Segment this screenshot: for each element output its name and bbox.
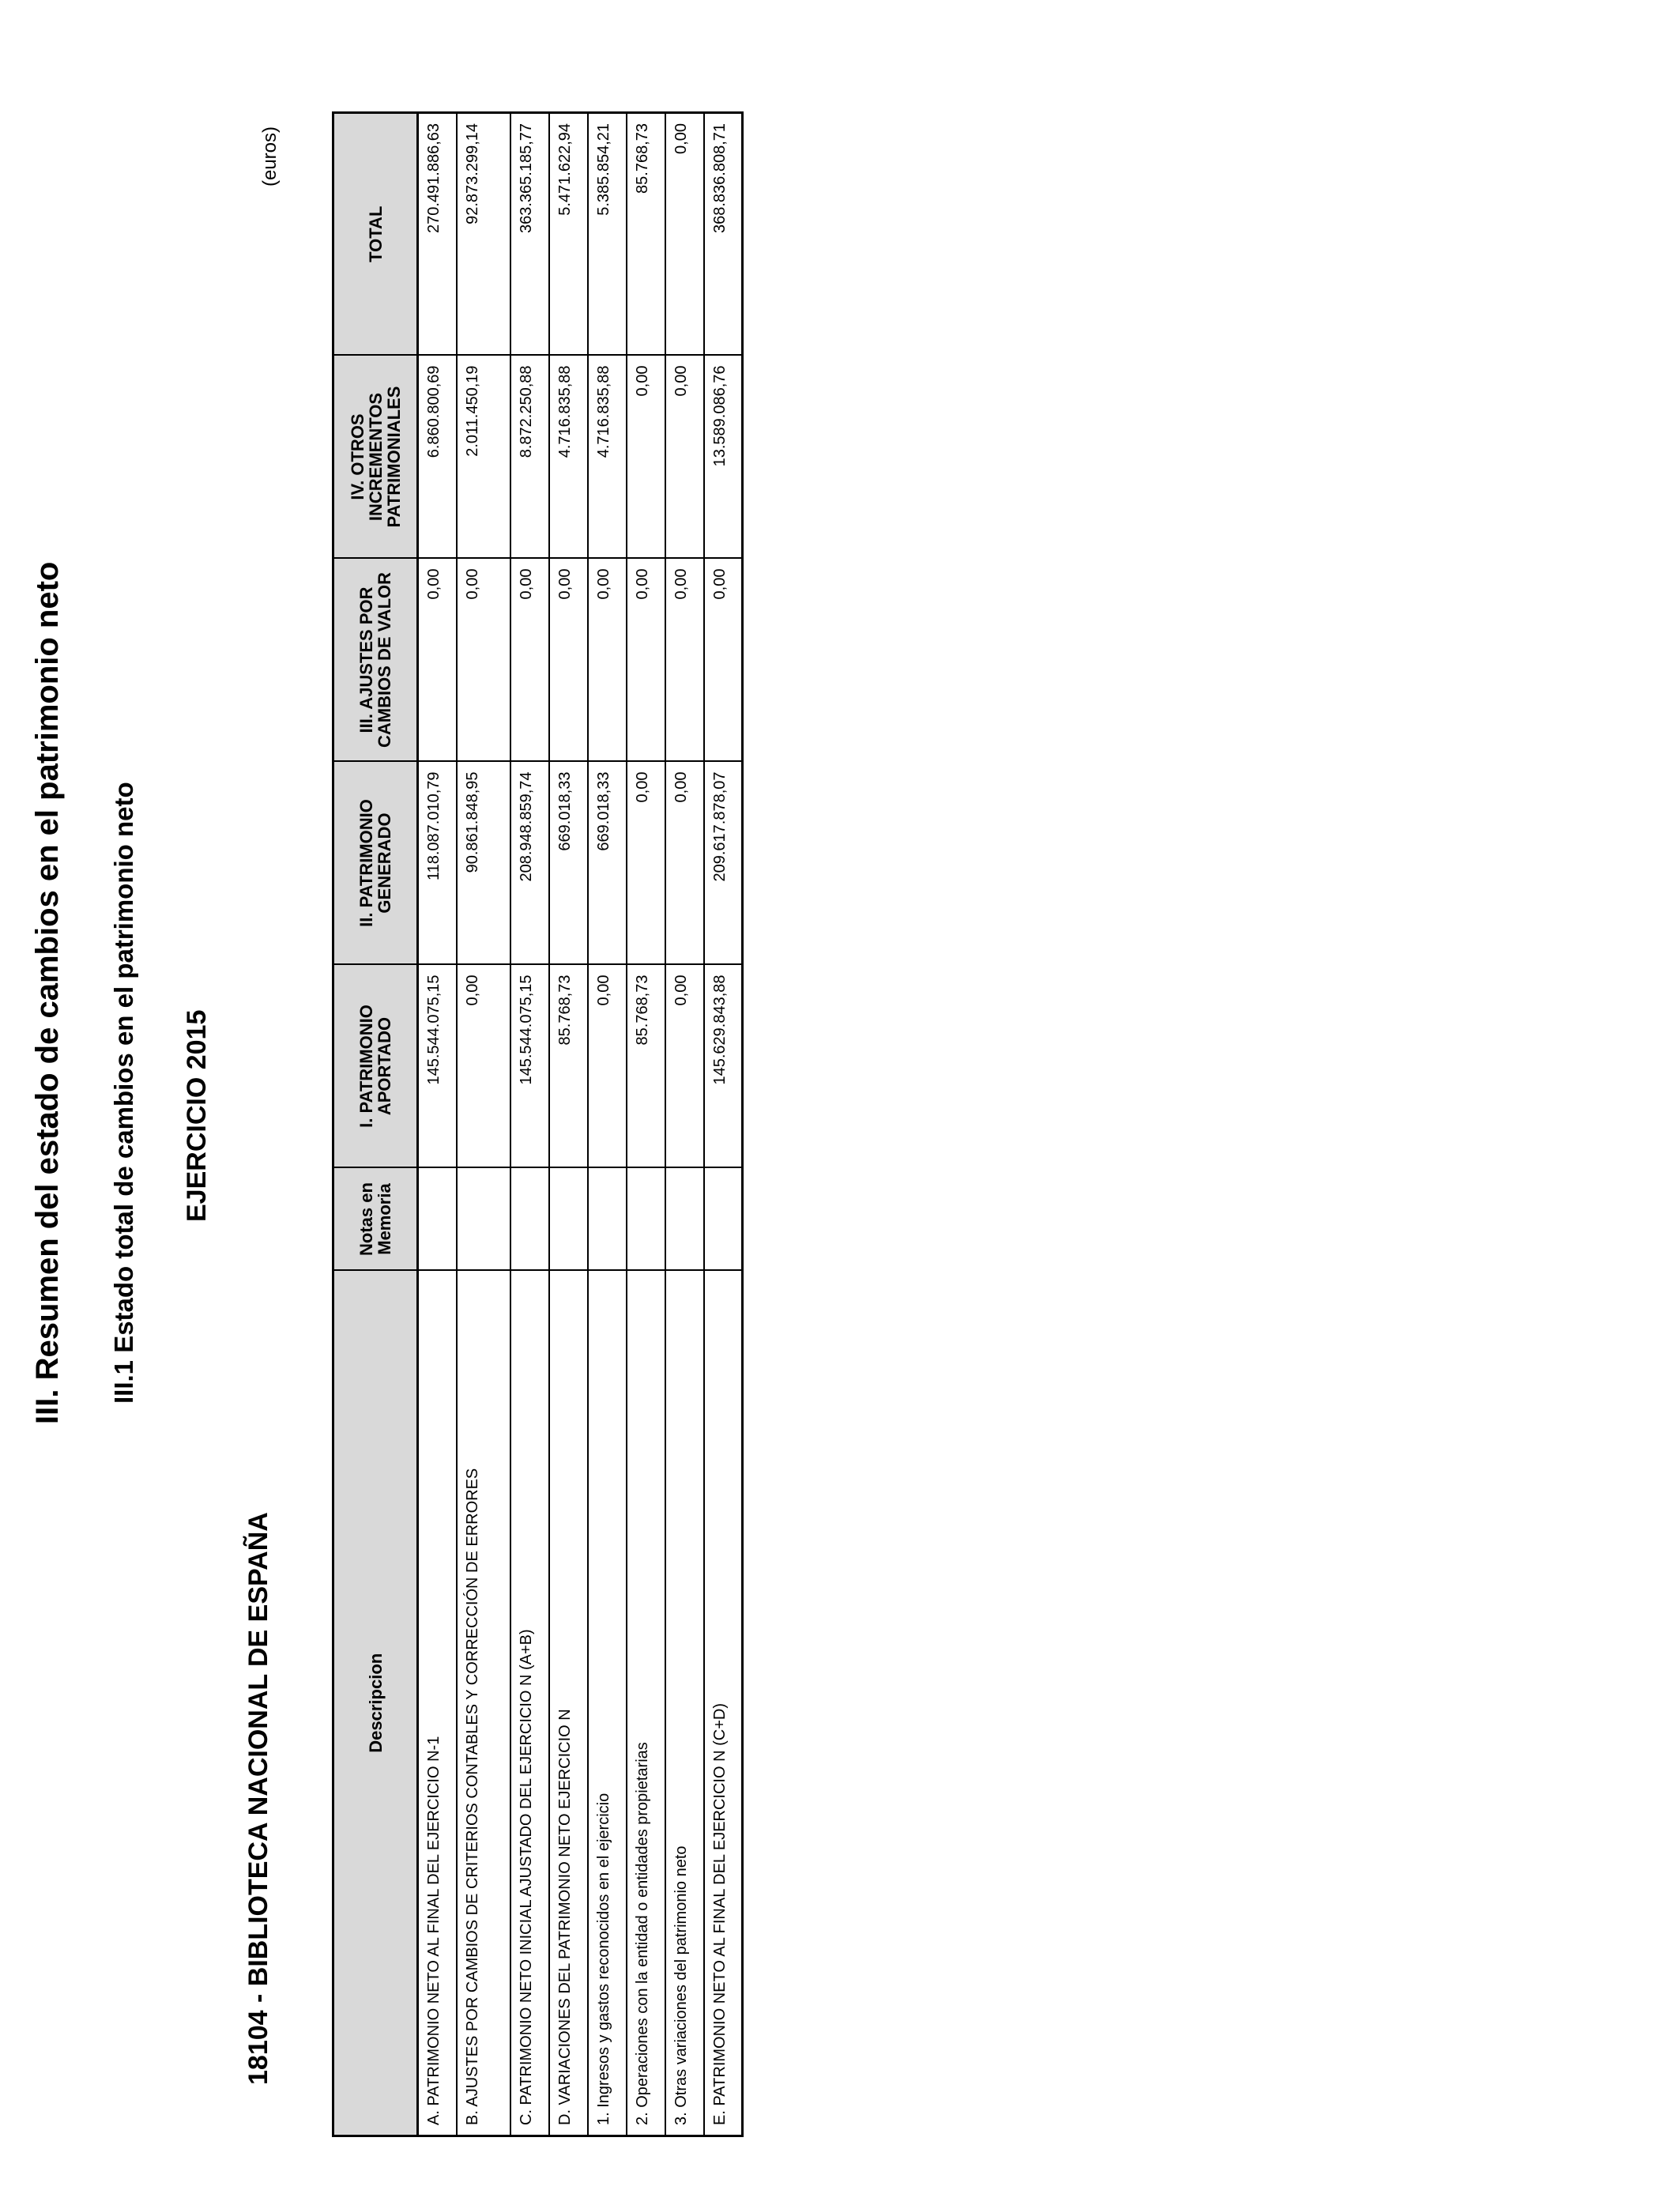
table-row <box>510 113 549 2136</box>
row-ajustes: 0,00 <box>588 559 627 762</box>
row-description: 3. Otras variaciones del patrimonio neto <box>665 1271 704 2136</box>
row-aportado: 0,00 <box>588 965 627 1168</box>
row-aportado: 145.544.075,15 <box>510 965 549 1168</box>
col-header-total: TOTAL <box>333 113 418 356</box>
row-aportado: 85.768,73 <box>627 965 665 1168</box>
table-row <box>549 113 588 2136</box>
col-header-patrimonio-aportado: I. PATRIMONIO APORTADO <box>333 965 418 1168</box>
row-aportado: 145.544.075,15 <box>418 965 457 1168</box>
table-header-row <box>333 113 418 2136</box>
row-generado: 90.861.848,95 <box>457 762 510 965</box>
row-notas <box>665 1168 704 1271</box>
row-generado: 209.617.878,07 <box>704 762 743 965</box>
row-generado: 118.087.010,79 <box>418 762 457 965</box>
col-header-otros-incrementos: IV. OTROS INCREMENTOS PATRIMONIALES <box>333 356 418 559</box>
row-ajustes: 0,00 <box>627 559 665 762</box>
row-otros: 2.011.450,19 <box>457 356 510 559</box>
row-description: 2. Operaciones con la entidad o entidades propietarias <box>627 1271 665 2136</box>
row-description: B. AJUSTES POR CAMBIOS DE CRITERIOS CONTABLES Y CORRECCIÓN DE ERRORES <box>457 1271 510 2136</box>
row-notas <box>510 1168 549 1271</box>
row-aportado: 0,00 <box>665 965 704 1168</box>
row-ajustes: 0,00 <box>510 559 549 762</box>
table-row <box>588 113 627 2136</box>
table-row <box>704 113 743 2136</box>
row-otros: 4.716.835,88 <box>588 356 627 559</box>
row-aportado: 85.768,73 <box>549 965 588 1168</box>
row-otros: 8.872.250,88 <box>510 356 549 559</box>
row-ajustes: 0,00 <box>665 559 704 762</box>
table-row <box>627 113 665 2136</box>
row-description: A. PATRIMONIO NETO AL FINAL DEL EJERCICIO N-1 <box>418 1271 457 2136</box>
row-generado: 0,00 <box>627 762 665 965</box>
sub-title: III.1 Estado total de cambios en el patrimonio neto <box>109 782 138 1404</box>
row-otros: 13.589.086,76 <box>704 356 743 559</box>
row-generado: 669.018,33 <box>588 762 627 965</box>
row-notas <box>457 1168 510 1271</box>
row-notas <box>418 1168 457 1271</box>
table-row <box>457 113 510 2136</box>
col-header-notas: Notas en Memoria <box>333 1168 418 1271</box>
row-generado: 0,00 <box>665 762 704 965</box>
row-total: 363.365.185,77 <box>510 113 549 356</box>
row-otros: 6.860.800,69 <box>418 356 457 559</box>
entity-name: 18104 - BIBLIOTECA NACIONAL DE ESPAÑA <box>243 1512 273 2085</box>
table-row <box>418 113 457 2136</box>
row-ajustes: 0,00 <box>457 559 510 762</box>
row-total: 5.385.854,21 <box>588 113 627 356</box>
currency-unit: (euros) <box>259 126 281 187</box>
col-header-ajustes-valor: III. AJUSTES POR CAMBIOS DE VALOR <box>333 559 418 762</box>
row-ajustes: 0,00 <box>549 559 588 762</box>
row-description: E. PATRIMONIO NETO AL FINAL DEL EJERCICIO N (C+D) <box>704 1271 743 2136</box>
row-aportado: 0,00 <box>457 965 510 1168</box>
row-otros: 0,00 <box>665 356 704 559</box>
row-total: 92.873.299,14 <box>457 113 510 356</box>
row-notas <box>588 1168 627 1271</box>
row-total: 5.471.622,94 <box>549 113 588 356</box>
row-generado: 208.948.859,74 <box>510 762 549 965</box>
row-total: 270.491.886,63 <box>418 113 457 356</box>
row-otros: 4.716.835,88 <box>549 356 588 559</box>
col-header-descripcion: Descripcion <box>333 1271 418 2136</box>
row-description: 1. Ingresos y gastos reconocidos en el ejercicio <box>588 1271 627 2136</box>
row-total: 0,00 <box>665 113 704 356</box>
row-aportado: 145.629.843,88 <box>704 965 743 1168</box>
main-title: III. Resumen del estado de cambios en el patrimonio neto <box>30 561 65 1424</box>
row-ajustes: 0,00 <box>704 559 743 762</box>
row-description: D. VARIACIONES DEL PATRIMONIO NETO EJERCICIO N <box>549 1271 588 2136</box>
row-generado: 669.018,33 <box>549 762 588 965</box>
row-description: C. PATRIMONIO NETO INICIAL AJUSTADO DEL EJERCICIO N (A+B) <box>510 1271 549 2136</box>
row-total: 368.836.808,71 <box>704 113 743 356</box>
exercise-year: EJERCICIO 2015 <box>182 1009 212 1222</box>
equity-changes-table <box>332 111 744 2137</box>
row-total: 85.768,73 <box>627 113 665 356</box>
table-row <box>665 113 704 2136</box>
row-otros: 0,00 <box>627 356 665 559</box>
row-ajustes: 0,00 <box>418 559 457 762</box>
col-header-patrimonio-generado: II. PATRIMONIO GENERADO <box>333 762 418 965</box>
row-notas <box>549 1168 588 1271</box>
row-notas <box>627 1168 665 1271</box>
row-notas <box>704 1168 743 1271</box>
